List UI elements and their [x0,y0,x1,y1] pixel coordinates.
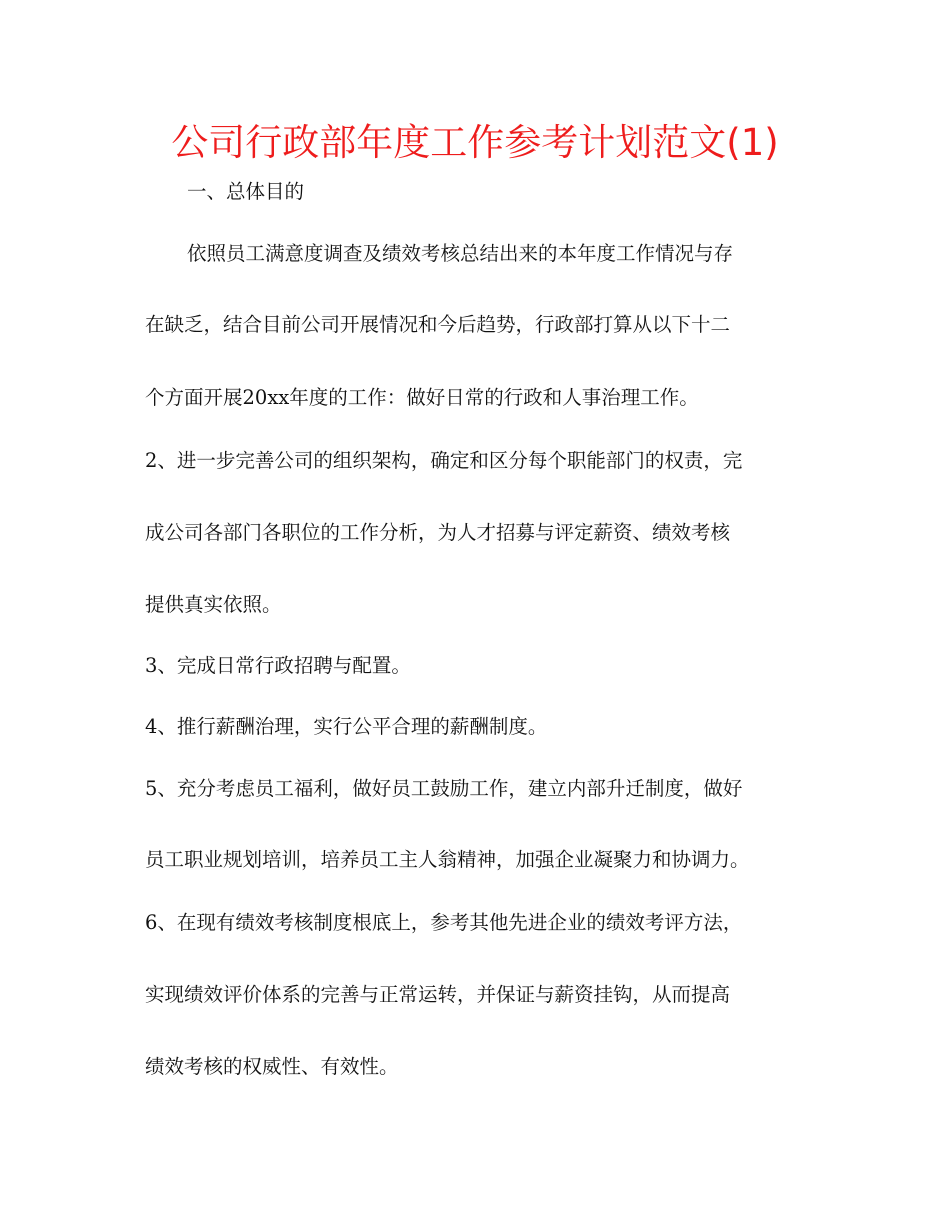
item-6-line-1: 6、在现有绩效考核制度根底上，参考其他先进企业的绩效考评方法， [145,911,743,934]
item-3: 3、完成日常行政招聘与配置。 [145,654,411,677]
item-5-line-1: 5、充分考虑员工福利，做好员工鼓励工作，建立内部升迁制度，做好 [145,777,743,800]
item-6-line-3: 绩效考核的权威性、有效性。 [145,1055,399,1078]
item-2-line-1: 2、进一步完善公司的组织架构，确定和区分每个职能部门的权责，完 [145,449,743,472]
item-5-line-2: 员工职业规划培训，培养员工主人翁精神，加强企业凝聚力和协调力。 [145,848,750,871]
paragraph-line-1: 依照员工满意度调查及绩效考核总结出来的本年度工作情况与存 [187,242,734,265]
paragraph-line-3: 个方面开展20xx年度的工作：做好日常的行政和人事治理工作。 [145,386,699,409]
document-title: 公司行政部年度工作参考计划范文(1) [171,121,779,164]
item-2-line-3: 提供真实依照。 [145,593,282,616]
item-6-line-2: 实现绩效评价体系的完善与正常运转，并保证与薪资挂钩，从而提高 [145,983,731,1006]
section-heading: 一、总体目的 [187,180,305,203]
item-4: 4、推行薪酬治理，实行公平合理的薪酬制度。 [145,715,548,738]
item-2-line-2: 成公司各部门各职位的工作分析，为人才招募与评定薪资、绩效考核 [145,521,731,544]
paragraph-line-2: 在缺乏，结合目前公司开展情况和今后趋势，行政部打算从以下十二 [145,313,731,336]
